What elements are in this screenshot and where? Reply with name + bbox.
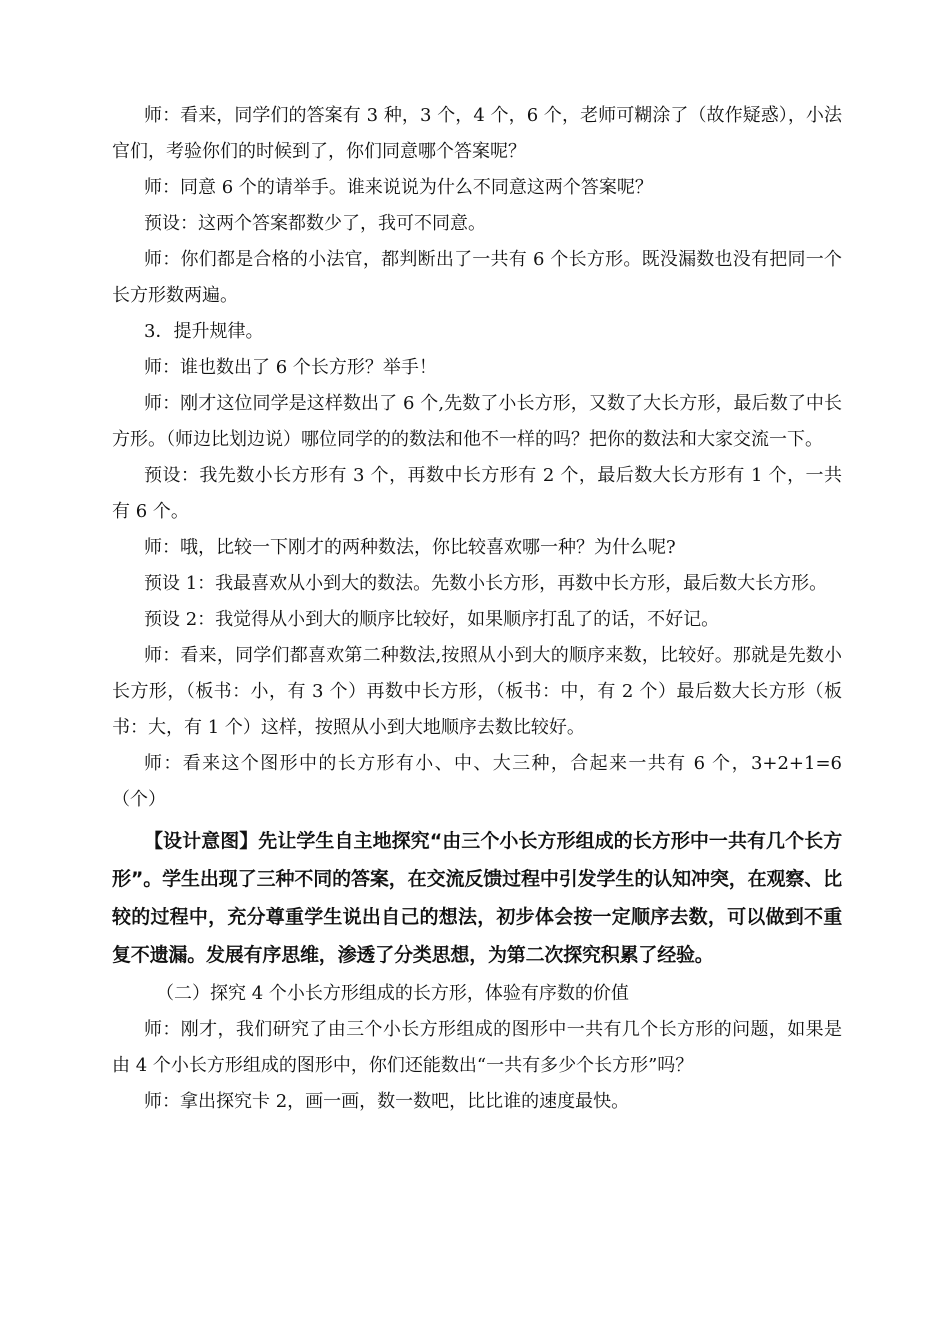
- paragraph-teacher-total: 师：看来这个图形中的长方形有小、中、大三种，合起来一共有 6 个，3+2+1=6（个）: [112, 753, 842, 810]
- paragraph-teacher-four-rectangles: 师：刚才，我们研究了由三个小长方形组成的图形中一共有几个长方形的问题，如果是由 4 个小长方形组成的图形中，你们还能数出“一共有多少个长方形”吗？: [112, 1019, 842, 1076]
- paragraph-teacher-compare: 师：哦，比较一下刚才的两种数法，你比较喜欢哪一种？为什么呢?: [144, 537, 676, 558]
- paragraph-preset-disagree: 预设：这两个答案都数少了，我可不同意。: [144, 213, 486, 234]
- paragraph-teacher-who-counted: 师：谁也数出了 6 个长方形？举手！: [144, 357, 437, 378]
- paragraph-preset-1: 预设 1：我最喜欢从小到大的数法。先数小长方形，再数中长方形，最后数大长方形。: [144, 573, 828, 594]
- paragraph-teacher-counting-method: 师：刚才这位同学是这样数出了 6 个,先数了小长方形，又数了大长方形，最后数了中长方形。（师边比划边说）哪位同学的的数法和他不一样的吗？把你的数法和大家交流一下。: [112, 393, 842, 450]
- paragraph-teacher-three-answers: 师：看来，同学们的答案有 3 种，3 个，4 个，6 个，老师可糊涂了（故作疑惑），小法官们，考验你们的时候到了，你们同意哪个答案呢？: [112, 105, 842, 162]
- paragraph-teacher-explore-card: 师：拿出探究卡 2，画一画，数一数吧，比比谁的速度最快。: [144, 1091, 630, 1112]
- paragraph-preset-2: 预设 2：我觉得从小到大的顺序比较好，如果顺序打乱了的话，不好记。: [144, 609, 720, 630]
- paragraph-teacher-raise-hands: 师：同意 6 个的请举手。谁来说说为什么不同意这两个答案呢？: [144, 177, 653, 198]
- paragraph-teacher-order: 师：看来，同学们都喜欢第二种数法,按照从小到大的顺序来数，比较好。那就是先数小长方形，（板书：小，有 3 个）再数中长方形，（板书：中，有 2 个）最后数大长方形（板书：大，有 1 个）这样，按照从小到大地顺序去数比较好。: [112, 645, 842, 738]
- section-heading: （二）探究 4 个小长方形组成的长方形，体验有序数的价值: [156, 983, 629, 1004]
- paragraph-preset-small-first: 预设：我先数小长方形有 3 个，再数中长方形有 2 个，最后数大长方形有 1 个，一共有 6 个。: [112, 465, 842, 522]
- paragraph-teacher-judges: 师：你们都是合格的小法官，都判断出了一共有 6 个长方形。既没漏数也没有把同一个长方形数两遍。: [112, 249, 842, 306]
- document-page: [112, 98, 842, 1120]
- design-intent-block: 【设计意图】先让学生自主地探究“由三个小长方形组成的长方形中一共有几个长方形”。学生出现了三种不同的答案，在交流反馈过程中引发学生的认知冲突，在观察、比较的过程中，充分尊重学生说出自己的想法，初步体会按一定顺序去数，可以做到不重复不遗漏。发展有序思维，渗透了分类思想，为第二次探究积累了经验。: [112, 830, 842, 966]
- step-heading-rule: 3．提升规律。: [144, 321, 264, 342]
